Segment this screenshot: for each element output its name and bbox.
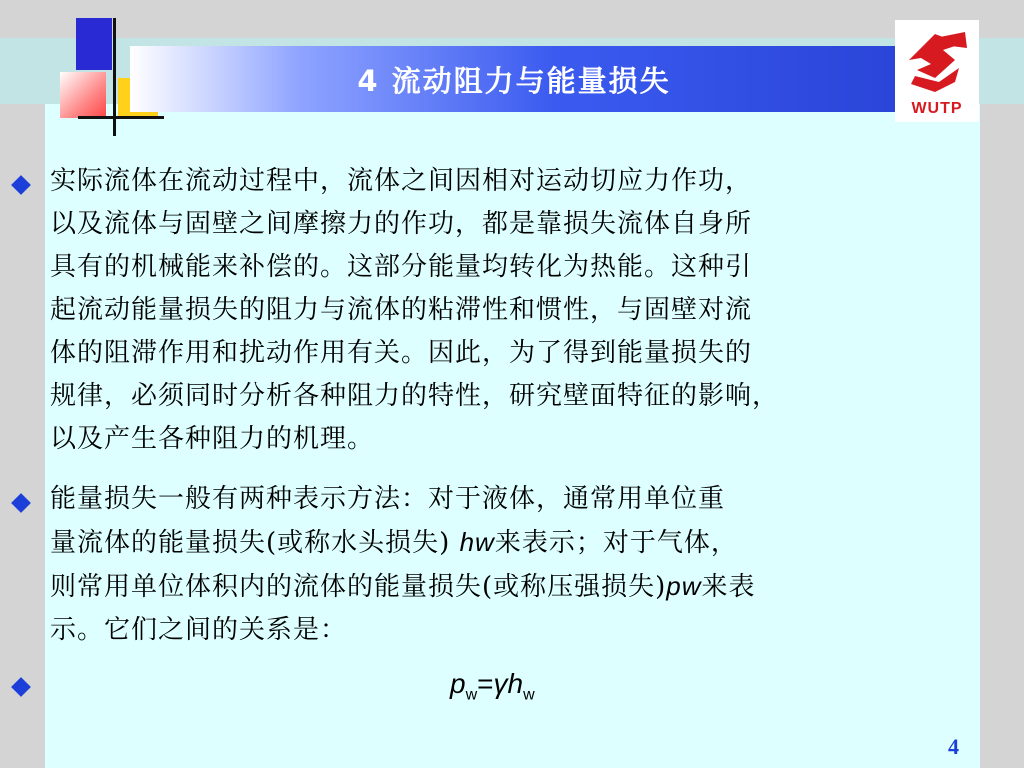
pressure-loss-symbol: pw — [666, 571, 702, 601]
formula-h: h — [507, 668, 524, 699]
logo-text: WUTP — [911, 100, 963, 117]
paragraph-line: 以及流体与固壁之间摩擦力的作功，都是靠损失流体自身所 — [50, 209, 753, 239]
formula-gamma: γ — [493, 668, 508, 699]
blue-square-decoration — [76, 18, 112, 70]
diamond-bullet-icon — [11, 677, 31, 697]
wutp-logo-icon — [895, 20, 979, 98]
paragraph-line — [50, 521, 1010, 565]
text-segment: 则常用单位体积内的流体的能量损失(或称压强损失) — [50, 572, 667, 602]
formula-p: p — [450, 668, 466, 699]
paragraph-line: 具有的机械能来补偿的。这部分能量均转化为热能。这种引 — [50, 252, 753, 282]
diamond-bullet-icon — [11, 175, 31, 195]
diamond-bullet-icon — [11, 493, 31, 513]
formula-h-sub: w — [523, 686, 535, 704]
paragraph-line: 示。它们之间的关系是： — [50, 615, 348, 645]
wutp-logo — [895, 20, 979, 122]
paragraph-2 — [50, 478, 1010, 652]
slide-title: 4 流动阻力与能量损失 — [357, 63, 671, 98]
head-loss-symbol: hw — [459, 527, 495, 557]
title-bar — [130, 46, 898, 112]
text-segment: 量流体的能量损失(或称水头损失) — [50, 528, 460, 558]
paragraph-line: 起流动能量损失的阻力与流体的粘滞性和惯性，与固壁对流 — [50, 295, 753, 325]
paragraph-line: 以及产生各种阻力的机理。 — [50, 424, 375, 454]
paragraph-line: 实际流体在流动过程中，流体之间因相对运动切应力作功， — [50, 166, 753, 196]
paragraph-1 — [50, 160, 1010, 461]
paragraph-line: 规律，必须同时分析各种阻力的特性，研究壁面特征的影响， — [50, 381, 780, 411]
paragraph-line: 体的阻滞作用和扰动作用有关。因此，为了得到能量损失的 — [50, 338, 753, 368]
paragraph-line: 能量损失一般有两种表示方法：对于液体，通常用单位重 — [50, 484, 726, 514]
pink-square-decoration — [60, 72, 106, 118]
horizontal-line-decoration — [78, 116, 164, 119]
formula — [450, 668, 535, 705]
formula-p-sub: w — [465, 686, 478, 704]
paragraph-line — [50, 565, 1010, 609]
text-segment: 来表示；对于气体， — [494, 528, 738, 558]
text-segment: 来表 — [701, 572, 756, 602]
formula-equals: = — [477, 668, 494, 699]
page-number: 4 — [948, 734, 959, 759]
